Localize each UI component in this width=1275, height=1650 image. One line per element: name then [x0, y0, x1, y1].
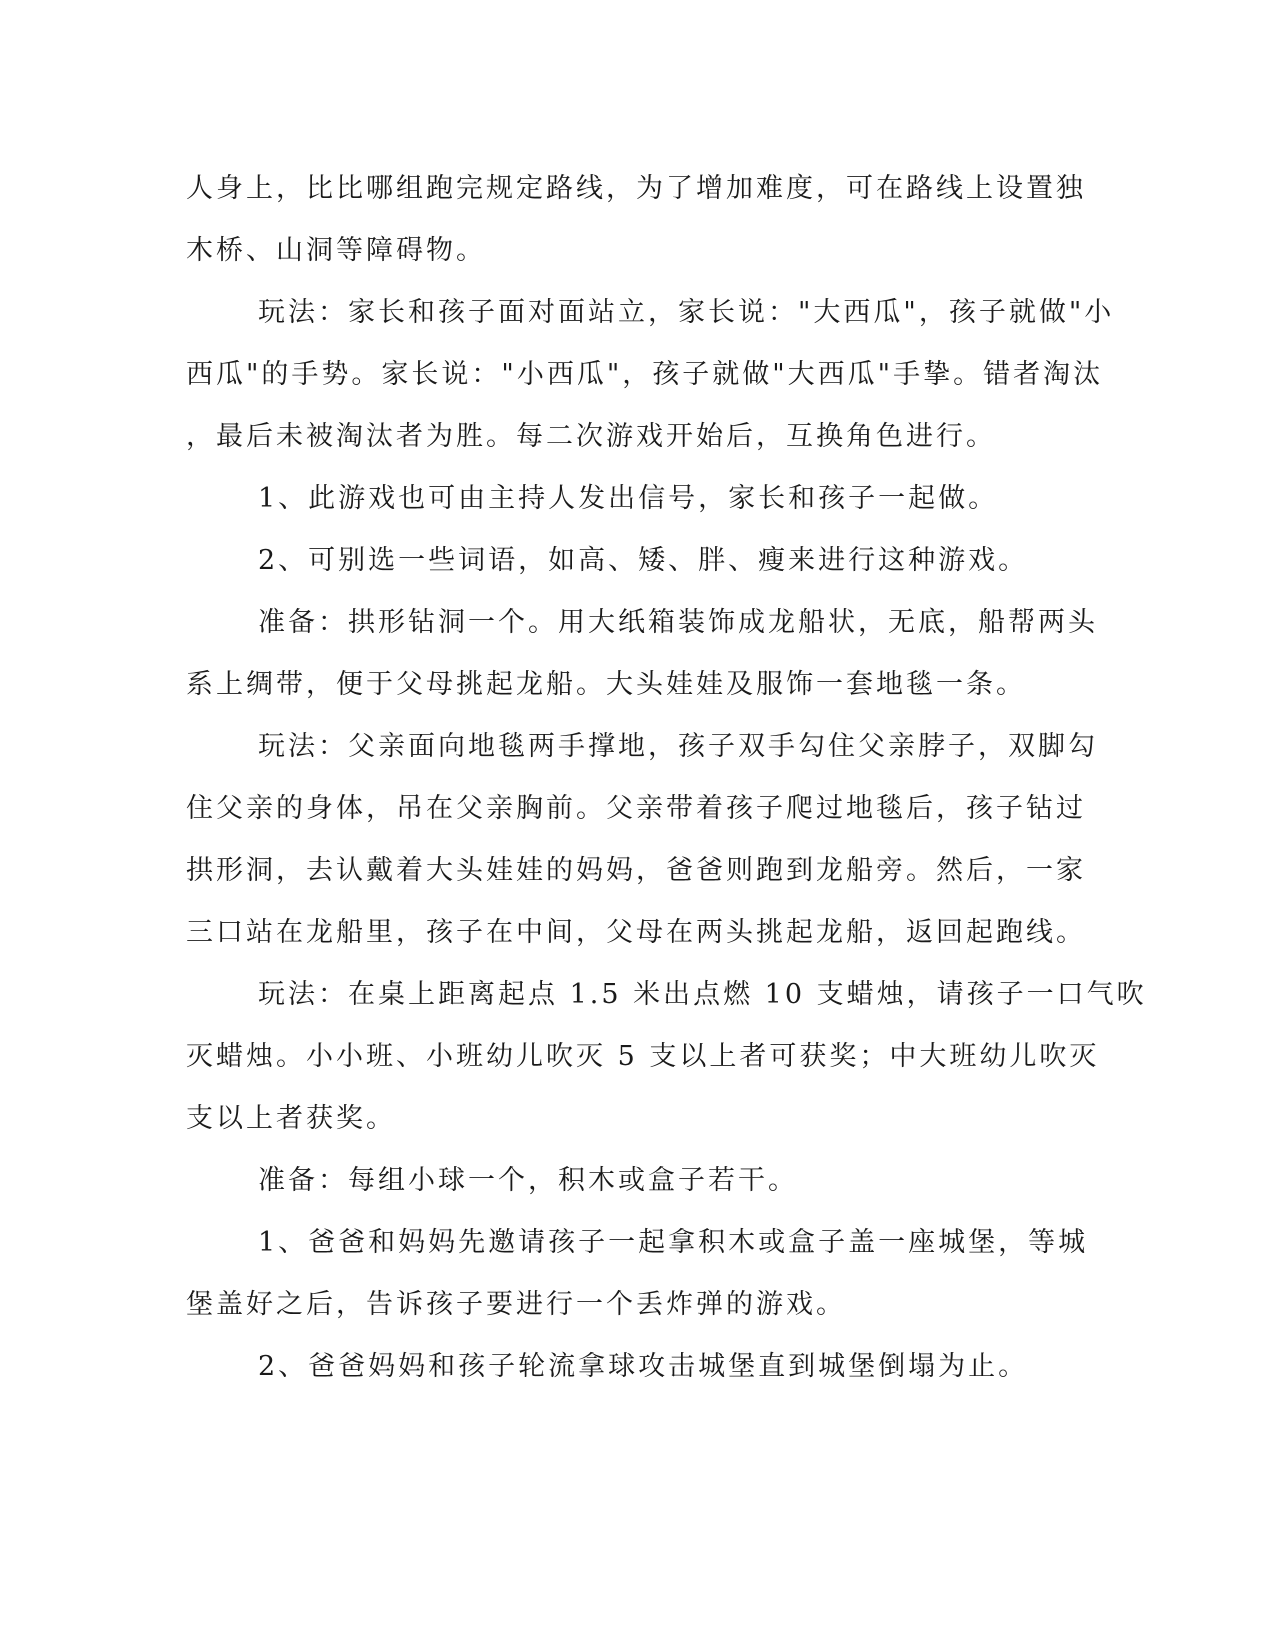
text-line: 住父亲的身体，吊在父亲胸前。父亲带着孩子爬过地毯后，孩子钻过 [186, 793, 1086, 824]
text-line: 木桥、山洞等障碍物。 [186, 235, 486, 266]
paragraph-start-line: 1、此游戏也可由主持人发出信号，家长和孩子一起做。 [258, 483, 999, 514]
text-line: 拱形洞，去认戴着大头娃娃的妈妈，爸爸则跑到龙船旁。然后，一家 [186, 855, 1086, 886]
text-line: ，最后未被淘汰者为胜。每二次游戏开始后，互换角色进行。 [186, 421, 996, 452]
document-body [186, 158, 1147, 1398]
text-line: 西瓜"的手势。家长说："小西瓜"，孩子就做"大西瓜"手挚。错者淘汰 [186, 359, 1104, 390]
paragraph-start-line: 1、爸爸和妈妈先邀请孩子一起拿积木或盒子盖一座城堡，等城 [258, 1227, 1089, 1258]
paragraph-start-line: 准备：每组小球一个，积木或盒子若干。 [258, 1165, 798, 1196]
text-line: 支以上者获奖。 [186, 1103, 396, 1134]
text-line: 人身上，比比哪组跑完规定路线，为了增加难度，可在路线上设置独 [186, 173, 1086, 204]
text-line: 三口站在龙船里，孩子在中间，父母在两头挑起龙船，返回起跑线。 [186, 917, 1086, 948]
paragraph-start-line: 2、可别选一些词语，如高、矮、胖、瘦来进行这种游戏。 [258, 545, 1029, 576]
text-line: 系上绸带，便于父母挑起龙船。大头娃娃及服饰一套地毯一条。 [186, 669, 1026, 700]
text-line: 堡盖好之后，告诉孩子要进行一个丢炸弹的游戏。 [186, 1289, 846, 1320]
paragraph-start-line: 玩法：父亲面向地毯两手撑地，孩子双手勾住父亲脖子，双脚勾 [258, 731, 1098, 762]
text-line: 灭蜡烛。小小班、小班幼儿吹灭 5 支以上者可获奖；中大班幼儿吹灭 [186, 1041, 1100, 1072]
paragraph-start-line: 准备：拱形钻洞一个。用大纸箱装饰成龙船状，无底，船帮两头 [258, 607, 1098, 638]
paragraph-start-line: 玩法：在桌上距离起点 1.5 米出点燃 10 支蜡烛，请孩子一口气吹 [258, 979, 1147, 1010]
paragraph-start-line: 玩法：家长和孩子面对面站立，家长说："大西瓜"，孩子就做"小 [258, 297, 1115, 328]
paragraph-start-line: 2、爸爸妈妈和孩子轮流拿球攻击城堡直到城堡倒塌为止。 [258, 1351, 1029, 1382]
